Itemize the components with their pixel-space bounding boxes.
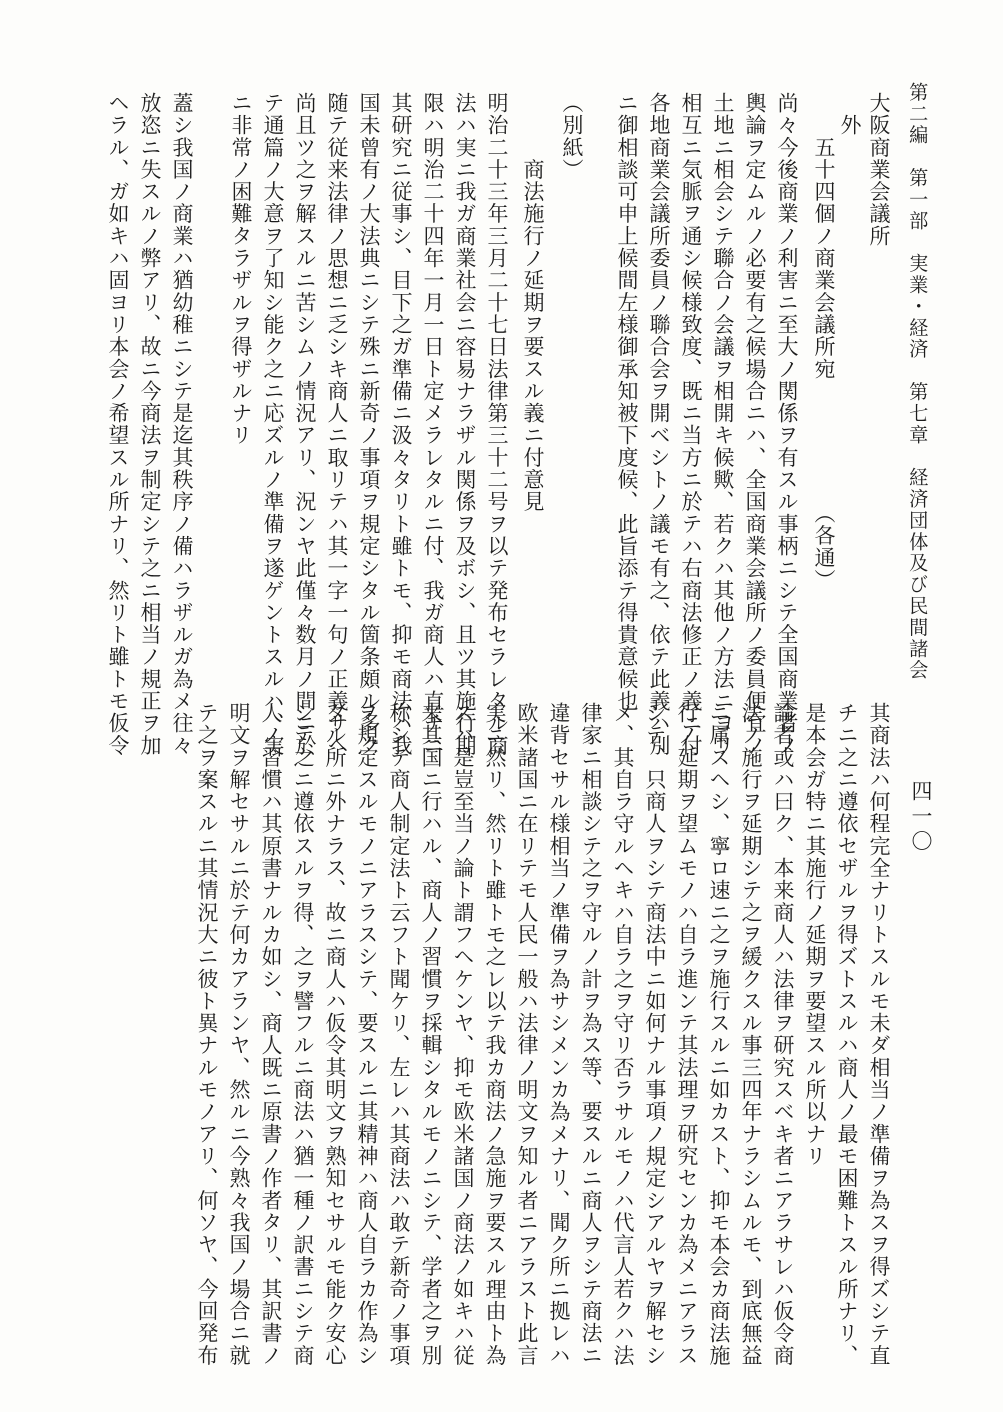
text-column: ヘラル、ガ如キハ固ヨリ本会ノ希望スル所ナリ、然リト雖トモ仮令 — [106, 92, 130, 757]
text-column: メ、其自ラ守ルヘキハ自ラ之ヲ守リ否ラサルモノハ代言人若クハ法 — [611, 702, 635, 1367]
text-column: 行ノ延期ヲ望ムモノハ自ラ進ンテ其法理ヲ研究センカ為メニアラス — [675, 702, 699, 1367]
text-column: 輿論ヲ定ムルノ必要有之候場合ニハ、全国商業会議所ノ委員便宜ノ — [743, 92, 767, 757]
text-column: タル所ニ外ナラス、故ニ商人ハ仮令其明文ヲ熟知セサルモ能ク安心 — [323, 702, 347, 1367]
text-column: 外 — [838, 92, 862, 137]
text-column: 欧米諸国ニ在リテモ人民一般ハ法律ノ明文ヲ知ル者ニアラスト此言 — [515, 702, 539, 1367]
text-column: 大阪商業会議所 — [867, 92, 891, 248]
text-column: 実ニ然リ、然リト雖トモ之レ以テ我カ商法ノ急施ヲ要スル理由ト為 — [483, 702, 507, 1367]
text-column: 違背セサル様相当ノ準備ヲ為サシメンカ為メナリ、聞ク所ニ拠レハ — [547, 702, 571, 1367]
text-column: （別紙） — [560, 92, 584, 181]
text-column: 五十四個ノ商業会議所宛 （各通） — [812, 92, 836, 591]
text-column: 国未曾有ノ大法典ニシテ殊ニ新奇ノ事項ヲ規定シタル箇条頗ル多ク — [357, 92, 381, 757]
text-column: 尚且ツ之ヲ解スルニ苦シムノ情況アリ、況ンヤ此僅々数月ノ間ニ於 — [293, 92, 317, 757]
text-column: 称シテ商人制定法ト云フト聞ケリ、左レハ其商法ハ敢テ新奇ノ事項 — [387, 702, 411, 1367]
text-column: 是本会ガ特ニ其施行ノ延期ヲ要望スル所以ナリ — [803, 702, 827, 1168]
text-column: ニ御相談可申上候間左様御承知被下度候、此旨添テ得貴意候也 — [615, 92, 639, 713]
text-column: チニ之ニ遵依セザルヲ得ズトスルハ商人ノ最モ困難トスル所ナリ、 — [835, 702, 859, 1367]
text-column: シテ、只商人ヲシテ商法中ニ如何ナル事項ノ規定シアルヤヲ解セシ — [643, 702, 667, 1367]
text-column: 論者或ハ曰ク、本来商人ハ法律ヲ研究スベキ者ニアラサレハ仮令商 — [771, 702, 795, 1367]
text-column: 其研究ニ従事シ、目下之ガ準備ニ汲々タリト雖トモ、抑モ商法ハ我 — [389, 92, 413, 757]
text-column: ヲ規定スルモノニアラスシテ、要スルニ其精神ハ商人自ラカ作為シ — [355, 702, 379, 1367]
text-column: 明治二十三年三月二十七日法律第三十二号ヲ以テ発布セラレタル商 — [485, 92, 509, 757]
text-column: シテ之ニ遵依スルヲ得、之ヲ譬フルニ商法ハ猶一種ノ訳書ニシテ商 — [291, 702, 315, 1367]
text-column: 律家ニ相談シテ之ヲ守ルノ計ヲ為ス等、要スルニ商人ヲシテ商法ニ — [579, 702, 603, 1367]
text-column: 明文ヲ解セサルニ於テ何カアランヤ、然ルニ今熟々我国ノ場合ニ就 — [227, 702, 251, 1367]
text-column: 法ハ実ニ我ガ商業社会ニ容易ナラザル関係ヲ及ボシ、且ツ其施行期 — [453, 92, 477, 757]
text-column: 限ハ明治二十四年一月一日ト定メラレタルニ付、我ガ商人ハ直チニ — [421, 92, 445, 757]
text-column: 其商法ハ何程完全ナリトスルモ未ダ相当ノ準備ヲ為スヲ得ズシテ直 — [867, 702, 891, 1367]
text-column: 放恣ニ失スルノ弊アリ、故ニ今商法ヲ制定シテ之ニ相当ノ規正ヲ加 — [138, 92, 162, 757]
text-column: ニ属スヘシ、寧ロ速ニ之ヲ施行スルニ如カスト、抑モ本会カ商法施 — [707, 702, 731, 1367]
text-column: 随テ従来法律ノ思想ニ乏シキ商人ニ取リテハ其一字一句ノ正義サヘ — [325, 92, 349, 757]
text-column: 各地商業会議所委員ノ聯合会ヲ開ベシトノ議モ有之、依テ此義ハ別 — [647, 92, 671, 757]
text-column: 相互ニ気脈ヲ通シ候様致度、既ニ当方ニ於テハ右商法修正ノ義ニ付 — [679, 92, 703, 757]
text-column: 人ノ習慣ハ其原書ナルカ如シ、商人既ニ原書ノ作者タリ、其訳書ノ — [259, 702, 283, 1367]
text-column: 法ノ施行ヲ延期シテ之ヲ緩クスル事三四年ナラシムルモ、到底無益 — [739, 702, 763, 1367]
text-column: スハ是豈至当ノ論ト謂フヘケンヤ、抑モ欧米諸国ノ商法ノ如キハ従 — [451, 702, 475, 1367]
text-column: テ通篇ノ大意ヲ了知シ能ク之ニ応ズルノ準備ヲ遂ゲントスルハ、実 — [261, 92, 285, 757]
running-head: 第二編 第一部 実業・経済 第七章 経済団体及び民間諸会 — [906, 82, 930, 682]
section-heading: 商法施行ノ延期ヲ要スル義ニ付意見 — [521, 92, 545, 513]
text-column: テ之ヲ案スルニ其情況大ニ彼ト異ナルモノアリ、何ソヤ、今回発布 — [195, 702, 219, 1367]
text-column: 土地ニ相会シテ聯合ノ会議ヲ相開キ候歟、若クハ其他ノ方法ニヨリ — [711, 92, 735, 757]
text-column: ニ非常ノ困難タラザルヲ得ザルナリ — [229, 92, 253, 447]
text-column: 来其国ニ行ハル、商人ノ習慣ヲ採輯シタルモノニシテ、学者之ヲ別 — [419, 702, 443, 1367]
text-column: 尚々今後商業ノ利害ニ至大ノ関係ヲ有スル事柄ニシテ全国商業者ノ — [775, 92, 799, 757]
page-number: 四一〇 — [909, 780, 933, 855]
text-column: 蓋シ我国ノ商業ハ猶幼稚ニシテ是迄其秩序ノ備ハラザルガ為メ往々 — [170, 92, 194, 757]
